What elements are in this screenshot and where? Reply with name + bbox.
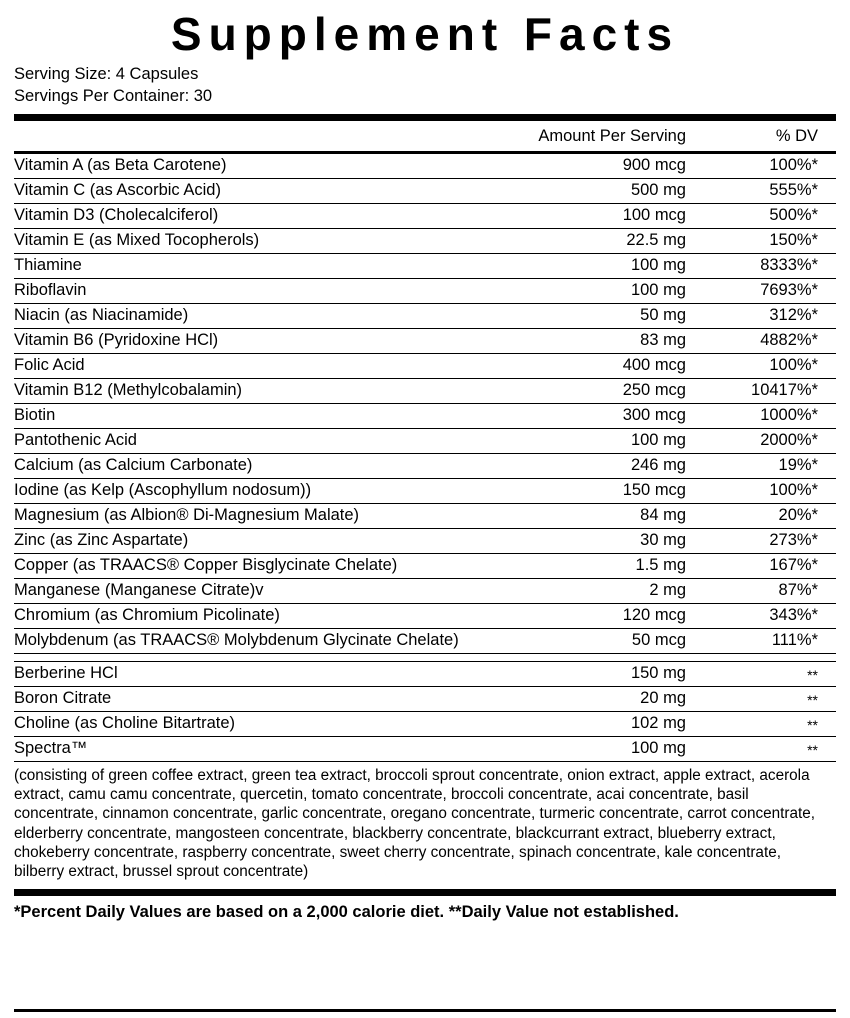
table-row: [14, 403, 836, 428]
nutrient-dv: 312%*: [726, 303, 836, 328]
ingredient-name: Boron Citrate: [14, 686, 521, 711]
divider-thick-top: [14, 114, 836, 121]
nutrient-amount: 100 mg: [521, 428, 726, 453]
ingredient-dv: **: [726, 661, 836, 686]
serving-info: [14, 64, 836, 108]
divider-bottom: [14, 1009, 836, 1012]
nutrient-dv: 1000%*: [726, 403, 836, 428]
nutrient-name: Molybdenum (as TRAACS® Molybdenum Glycinate Chelate): [14, 628, 521, 653]
nutrients-table: [14, 154, 836, 761]
nutrient-name: Pantothenic Acid: [14, 428, 521, 453]
nutrient-name: Vitamin E (as Mixed Tocopherols): [14, 228, 521, 253]
nutrient-dv: 150%*: [726, 228, 836, 253]
nutrient-name: Niacin (as Niacinamide): [14, 303, 521, 328]
header-nutrient: [14, 121, 521, 151]
ingredient-dv: **: [726, 686, 836, 711]
table-row: [14, 278, 836, 303]
table-row: [14, 428, 836, 453]
nutrient-name: Riboflavin: [14, 278, 521, 303]
nutrient-name: Biotin: [14, 403, 521, 428]
nutrient-dv: 100%*: [726, 478, 836, 503]
nutrient-dv: 111%*: [726, 628, 836, 653]
table-row: [14, 711, 836, 736]
nutrient-amount: 2 mg: [521, 578, 726, 603]
nutrient-amount: 400 mcg: [521, 353, 726, 378]
nutrient-dv: 8333%*: [726, 253, 836, 278]
nutrient-amount: 120 mcg: [521, 603, 726, 628]
nutrient-name: Vitamin A (as Beta Carotene): [14, 155, 227, 174]
table-row: [14, 203, 836, 228]
nutrient-dv: 7693%*: [726, 278, 836, 303]
table-row: [14, 478, 836, 503]
ingredient-amount: 102 mg: [521, 711, 726, 736]
section-gap: [14, 653, 836, 661]
nutrient-name: Zinc (as Zinc Aspartate): [14, 528, 521, 553]
table-row: [14, 303, 836, 328]
table-row: [14, 686, 836, 711]
nutrient-amount: 100 mg: [521, 278, 726, 303]
nutrient-dv: 500%*: [726, 203, 836, 228]
nutrient-name: Vitamin D3 (Cholecalciferol): [14, 203, 521, 228]
table-row: [14, 603, 836, 628]
nutrient-dv: 87%*: [726, 578, 836, 603]
nutrient-amount: 30 mg: [521, 528, 726, 553]
nutrient-dv: 343%*: [726, 603, 836, 628]
ingredient-amount: 100 mg: [521, 736, 726, 761]
serving-size: Serving Size: 4 Capsules: [14, 65, 199, 84]
nutrient-dv: 2000%*: [726, 428, 836, 453]
divider-thick-bottom: [14, 889, 836, 896]
nutrient-name: Vitamin B12 (Methylcobalamin): [14, 378, 521, 403]
table-header-row: [14, 121, 836, 151]
facts-table-head: [14, 121, 836, 151]
nutrient-dv: 555%*: [726, 178, 836, 203]
nutrient-dv: 273%*: [726, 528, 836, 553]
nutrient-name: Copper (as TRAACS® Copper Bisglycinate Chelate): [14, 553, 521, 578]
nutrient-name: Magnesium (as Albion® Di-Magnesium Malate): [14, 503, 521, 528]
nutrient-name: Thiamine: [14, 253, 521, 278]
header-percent-dv: % DV: [775, 126, 818, 145]
blend-ingredient-note: (consisting of green coffee extract, green tea extract, broccoli sprout concentrate, onion extract, apple extract, acerola extract, camu camu concentrate, quercetin, tomato concentrate, broccoli concentrate, acai concentrate, basil concentrate, cinnamon concentrate, garlic concentrate, oregano concentrate, turmeric concentrate, carrot concentrate, elderberry concentrate, mangosteen concentrate, blackberry concentrate, blackcurrant extract, blueberry extract, chokeberry concentrate, raspberry concentrate, sweet cherry concentrate, spinach concentrate, kale concentrate, bilberry extract, brussel sprout concentrate): [14, 761, 836, 888]
nutrient-name: Manganese (Manganese Citrate)v: [14, 578, 521, 603]
nutrient-amount: 300 mcg: [521, 403, 726, 428]
table-row: [14, 178, 836, 203]
nutrient-amount: 100 mg: [521, 253, 726, 278]
table-row: [14, 378, 836, 403]
nutrient-dv: 100%*: [769, 155, 818, 174]
table-row: [14, 154, 836, 179]
table-row: [14, 503, 836, 528]
nutrient-amount: 500 mg: [521, 178, 726, 203]
nutrient-dv: 100%*: [726, 353, 836, 378]
ingredient-name: Spectra™: [14, 736, 521, 761]
nutrient-amount: 100 mcg: [521, 203, 726, 228]
nutrient-name: Chromium (as Chromium Picolinate): [14, 603, 521, 628]
table-row: [14, 328, 836, 353]
nutrient-name: Folic Acid: [14, 353, 521, 378]
nutrient-name: Vitamin C (as Ascorbic Acid): [14, 178, 521, 203]
nutrient-amount: 83 mg: [521, 328, 726, 353]
nutrient-amount: 250 mcg: [521, 378, 726, 403]
table-row: [14, 553, 836, 578]
table-row: [14, 578, 836, 603]
table-row: [14, 453, 836, 478]
ingredient-amount: 150 mg: [521, 661, 726, 686]
nutrient-dv: 20%*: [726, 503, 836, 528]
ingredient-name: Choline (as Choline Bitartrate): [14, 711, 521, 736]
nutrient-amount: 150 mcg: [521, 478, 726, 503]
nutrient-dv: 167%*: [726, 553, 836, 578]
servings-per-container: Servings Per Container: 30: [14, 87, 213, 106]
table-row: [14, 253, 836, 278]
table-row: [14, 736, 836, 761]
table-row: [14, 661, 836, 686]
nutrient-amount: 246 mg: [521, 453, 726, 478]
header-amount-per-serving: Amount Per Serving: [538, 126, 686, 145]
nutrient-name: Calcium (as Calcium Carbonate): [14, 453, 521, 478]
nutrient-amount: 900 mcg: [622, 155, 686, 174]
nutrient-amount: 50 mcg: [521, 628, 726, 653]
nutrient-amount: 84 mg: [521, 503, 726, 528]
page-title: Supplement Facts: [170, 8, 680, 60]
nutrient-name: Iodine (as Kelp (Ascophyllum nodosum)): [14, 478, 521, 503]
nutrient-dv: 4882%*: [726, 328, 836, 353]
nutrient-dv: 10417%*: [726, 378, 836, 403]
table-row: [14, 528, 836, 553]
nutrient-name: Vitamin B6 (Pyridoxine HCl): [14, 328, 521, 353]
ingredient-name: Berberine HCl: [14, 661, 521, 686]
table-row: [14, 628, 836, 653]
nutrient-amount: 50 mg: [521, 303, 726, 328]
nutrient-rows: [14, 154, 836, 761]
nutrient-dv: 19%*: [726, 453, 836, 478]
facts-table: [14, 121, 836, 151]
ingredient-amount: 20 mg: [521, 686, 726, 711]
nutrient-amount: 22.5 mg: [521, 228, 726, 253]
table-row: [14, 228, 836, 253]
table-row: [14, 353, 836, 378]
daily-value-footnote: *Percent Daily Values are based on a 2,000 calorie diet. **Daily Value not established.: [14, 903, 679, 922]
nutrient-amount: 1.5 mg: [521, 553, 726, 578]
ingredient-dv: **: [726, 711, 836, 736]
ingredient-dv: **: [726, 736, 836, 761]
